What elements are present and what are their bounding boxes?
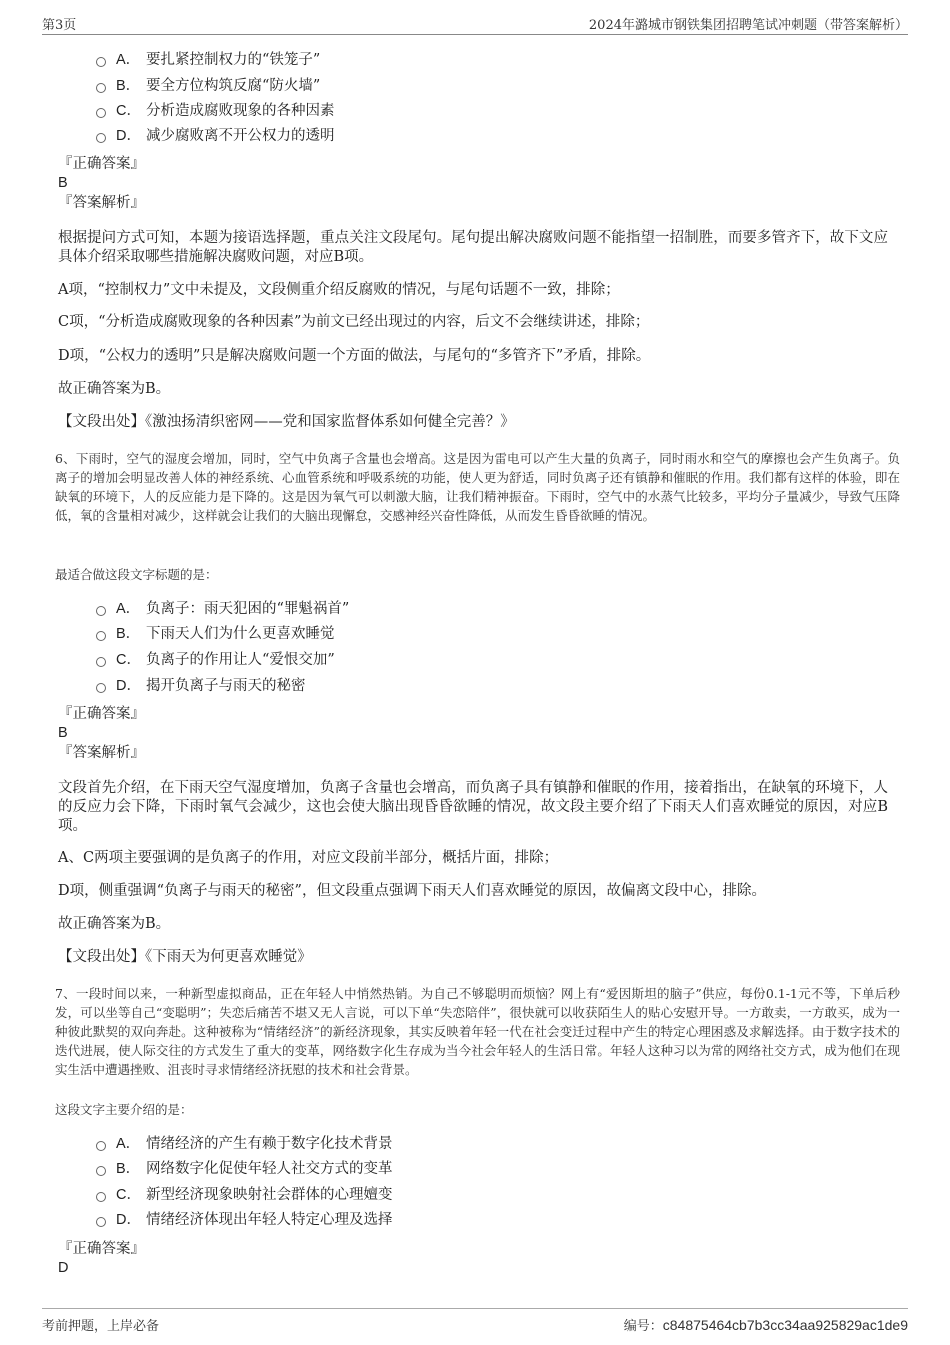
source-citation: 【文段出处】《激浊扬清织密网——党和国家监督体系如何健全完善？》 xyxy=(58,414,515,430)
option-c[interactable]: C． 负离子的作用让人“爱恨交加” xyxy=(96,650,335,670)
option-a[interactable]: A． 要扎紧控制权力的“铁笼子” xyxy=(96,50,320,70)
analysis-paragraph: D项，侧重强调“负离子与雨天的秘密”，但文段重点强调下雨天人们喜欢睡觉的原因，故偏离文段中心，排除。 xyxy=(58,883,766,899)
analysis-paragraph: A、C两项主要强调的是负离子的作用，对应文段前半部分，概括片面，排除； xyxy=(58,850,559,866)
page-footer xyxy=(42,1308,908,1333)
radio-icon[interactable] xyxy=(96,1141,106,1151)
option-c[interactable]: C． 分析造成腐败现象的各种因素 xyxy=(96,101,335,121)
correct-answer-label: 『正确答案』 xyxy=(58,156,145,172)
radio-icon[interactable] xyxy=(96,657,106,667)
option-b[interactable]: B． 网络数字化促使年轻人社交方式的变革 xyxy=(96,1159,393,1179)
document-title: 2024年潞城市钢铁集团招聘笔试冲刺题（带答案解析） xyxy=(588,18,908,33)
analysis-paragraph: C项，“分析造成腐败现象的各种因素”为前文已经出现过的内容，后文不会继续讲述，排除； xyxy=(58,314,650,330)
analysis-conclusion: 故正确答案为B。 xyxy=(58,916,171,932)
question-text: 6、下雨时，空气的湿度会增加，同时，空气中负离子含量也会增高。这是因为雷电可以产生大量的负离子，同时雨水和空气的摩擦也会产生负离子。负离子的增加会明显改善人体的神经系统、心血管系统和呼吸系统的功能，使人更为舒适，同时负离子还有镇静和催眠的作用。我们都有这样的体验，即在缺氧的环境下，人的反应能力是下降的。这是因为氧气可以刺激大脑，让我们精神振奋。下雨时，空气中的水蒸气比较多，平均分子量减少，导致气压降低，氧的含量相对减少，这样就会让我们的大脑出现懈怠，交感神经兴奋性降低，从而发生昏昏欲睡的情况。 xyxy=(55,451,900,523)
correct-answer: D xyxy=(58,1260,69,1276)
page-header xyxy=(42,14,908,35)
radio-icon[interactable] xyxy=(96,606,106,616)
correct-answer-label: 『正确答案』 xyxy=(58,706,145,722)
option-b[interactable]: B． 要全方位构筑反腐“防火墙” xyxy=(96,76,320,96)
source-citation: 【文段出处】《下雨天为何更喜欢睡觉》 xyxy=(58,949,312,965)
correct-answer: B xyxy=(58,725,68,741)
code-label: 编号： xyxy=(623,1319,663,1334)
radio-icon[interactable] xyxy=(96,83,106,93)
option-a[interactable]: A． 情绪经济的产生有赖于数字化技术背景 xyxy=(96,1134,393,1154)
radio-icon[interactable] xyxy=(96,683,106,693)
radio-icon[interactable] xyxy=(96,1217,106,1227)
correct-answer: B xyxy=(58,175,68,191)
option-a[interactable]: A． 负离子：雨天犯困的“罪魁祸首” xyxy=(96,599,349,619)
option-c[interactable]: C． 新型经济现象映射社会群体的心理嬗变 xyxy=(96,1185,393,1205)
correct-answer-label: 『正确答案』 xyxy=(58,1241,145,1257)
radio-icon[interactable] xyxy=(96,57,106,67)
question-text: 7、一段时间以来，一种新型虚拟商品，正在年轻人中悄然热销。为自己不够聪明而烦恼？网上有“爱因斯坦的脑子”供应，每份0.1-1元不等，下单后秒发，可以坐等自己“变聪明”；失恋后痛苦不堪又无人言说，可以下单“失恋陪伴”，很快就可以收获陌生人的贴心安慰开导。一方敢卖，一方敢买，成为一种彼此默契的双向奔赴。这种被称为“情绪经济”的新经济现象，其实反映着年轻一代在社会变迁过程中产生的特定心理困惑及求解选择。由于数字技术的迭代进展，使人际交往的方式发生了重大的变革，网络数字化生存成为当今社会年轻人的生活日常。年轻人这种习以为常的网络社交方式，成为他们在现实生活中遭遇挫败、沮丧时寻求情绪经济抚慰的技术和社会背景。 xyxy=(55,986,900,1077)
analysis-conclusion: 故正确答案为B。 xyxy=(58,381,171,397)
analysis-paragraph: A项，“控制权力”文中未提及，文段侧重介绍反腐败的情况，与尾句话题不一致，排除； xyxy=(58,282,620,298)
page-number: 第3页 xyxy=(42,18,77,33)
radio-icon[interactable] xyxy=(96,631,106,641)
analysis-label: 『答案解析』 xyxy=(58,195,145,211)
question-prompt: 最适合做这段文字标题的是： xyxy=(55,567,218,582)
radio-icon[interactable] xyxy=(96,1166,106,1176)
option-d[interactable]: D． 揭开负离子与雨天的秘密 xyxy=(96,676,306,696)
radio-icon[interactable] xyxy=(96,1192,106,1202)
option-d[interactable]: D． 减少腐败离不开公权力的透明 xyxy=(96,126,335,146)
option-b[interactable]: B． 下雨天人们为什么更喜欢睡觉 xyxy=(96,624,335,644)
analysis-paragraph: 根据提问方式可知，本题为接语选择题，重点关注文段尾句。尾句提出解决腐败问题不能指望一招制胜，而要多管齐下，故下文应具体介绍采取哪些措施解决腐败问题，对应B项。 xyxy=(58,230,888,265)
option-d[interactable]: D． 情绪经济体现出年轻人特定心理及选择 xyxy=(96,1210,393,1230)
document-code xyxy=(624,1315,908,1334)
question-prompt: 这段文字主要介绍的是： xyxy=(55,1102,193,1117)
analysis-label: 『答案解析』 xyxy=(58,745,145,761)
analysis-paragraph: 文段首先介绍，在下雨天空气湿度增加，负离子含量也会增高，而负离子具有镇静和催眠的作用，接着指出，在缺氧的环境下，人的反应力会下降，下雨时氧气会减少，这也会使大脑出现昏昏欲睡的情况，故文段主要介绍了下雨天人们喜欢睡觉的原因，对应B项。 xyxy=(58,780,888,834)
code-value: c84875464cb7b3cc34aa925829ac1de9 xyxy=(662,1317,908,1333)
radio-icon[interactable] xyxy=(96,133,106,143)
analysis-paragraph: D项，“公权力的透明”只是解决腐败问题一个方面的做法，与尾句的“多管齐下”矛盾，排除。 xyxy=(58,348,651,364)
radio-icon[interactable] xyxy=(96,108,106,118)
footer-slogan: 考前押题，上岸必备 xyxy=(42,1319,160,1334)
